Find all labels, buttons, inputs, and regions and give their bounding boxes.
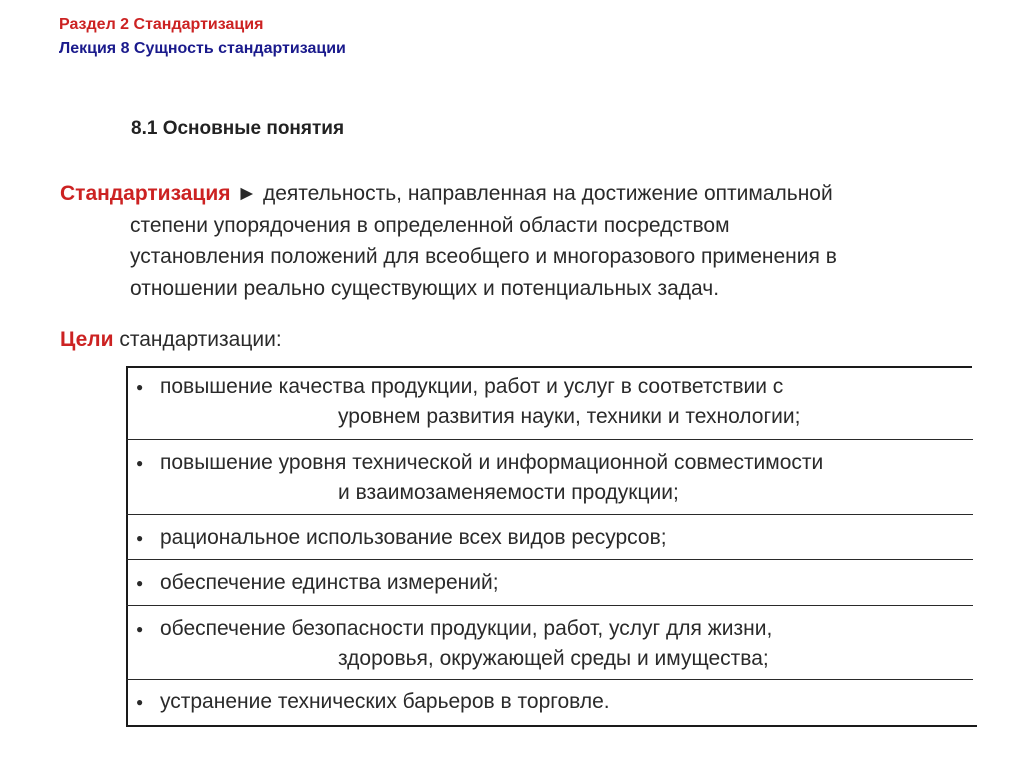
goal-line: рациональное использование всех видов ресурсов; xyxy=(160,526,667,549)
goal-divider xyxy=(126,439,973,440)
bullet-icon: ● xyxy=(136,380,144,394)
goals-heading xyxy=(60,328,282,352)
definition xyxy=(60,178,1020,304)
goal-item xyxy=(126,687,977,717)
goal-divider xyxy=(126,514,973,515)
goal-line: устранение технических барьеров в торговле. xyxy=(160,690,610,713)
definition-line-1 xyxy=(60,178,1020,210)
goal-divider xyxy=(126,605,973,606)
goal-item xyxy=(126,523,977,553)
bullet-icon: ● xyxy=(136,456,144,470)
bullet-icon: ● xyxy=(136,622,144,636)
goals-list xyxy=(126,366,977,727)
definition-line-4: отношении реально существующих и потенциальных задач. xyxy=(130,276,720,300)
goal-item xyxy=(126,614,977,674)
definition-line-3: установления положений для всеобщего и многоразового применения в xyxy=(130,245,837,268)
goal-divider xyxy=(126,679,973,680)
goal-item xyxy=(126,568,977,598)
goal-item xyxy=(126,372,977,432)
bullet-icon: ● xyxy=(136,576,144,590)
definition-text: деятельность, направленная на достижение оптимальной xyxy=(262,182,833,205)
goal-line: повышение качества продукции, работ и услуг в соответствии с xyxy=(160,375,784,398)
bullet-icon: ● xyxy=(136,695,144,709)
definition-line-2: степени упорядочения в определенной области посредством xyxy=(130,213,730,237)
goal-line: повышение уровня технической и информационной совместимости xyxy=(160,451,824,474)
definition-term: Стандартизация xyxy=(60,182,231,205)
goal-line: обеспечение единства измерений; xyxy=(160,571,499,594)
lecture-title: Лекция 8 Сущность стандартизации xyxy=(59,40,346,57)
goal-line: уровнем развития науки, техники и технологии; xyxy=(338,405,801,428)
goal-line: и взаимозаменяемости продукции; xyxy=(338,481,679,504)
subsection-heading: 8.1 Основные понятия xyxy=(131,118,345,139)
section-title: Раздел 2 Стандартизация xyxy=(59,16,264,33)
arrow-icon: ► xyxy=(236,182,258,205)
goals-term: Цели xyxy=(60,328,114,351)
goal-line: обеспечение безопасности продукции, работ, услуг для жизни, xyxy=(160,617,773,640)
bullet-icon: ● xyxy=(136,531,144,545)
goal-item xyxy=(126,448,977,508)
goals-bottom-border xyxy=(126,725,977,727)
goals-top-border xyxy=(126,366,972,368)
goal-line: здоровья, окружающей среды и имущества; xyxy=(338,647,769,670)
goal-divider xyxy=(126,559,973,560)
goals-heading-rest: стандартизации: xyxy=(119,328,282,351)
